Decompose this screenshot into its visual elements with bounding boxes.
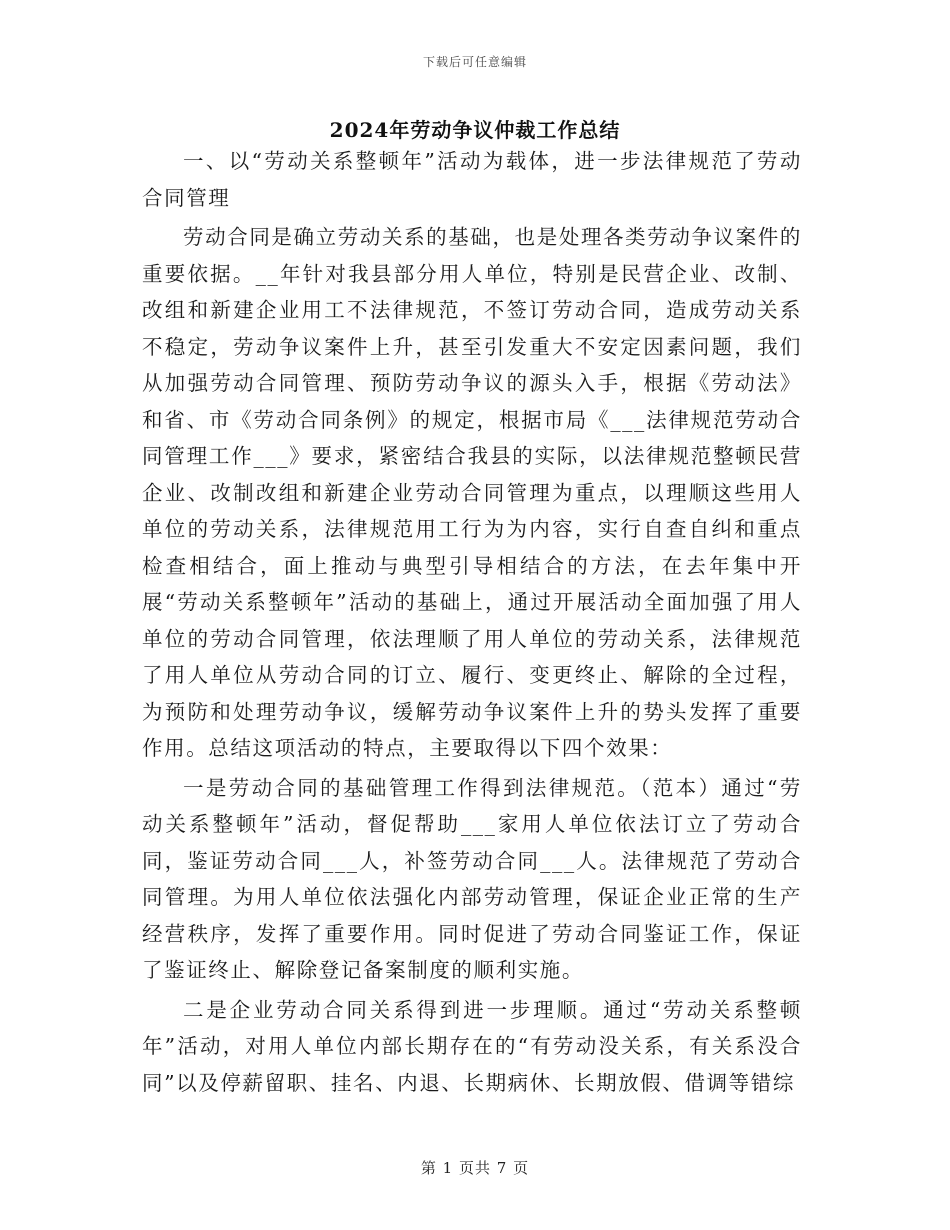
section-heading-paragraph: 一、以“劳动关系整顿年”活动为载体，进一步法律规范了劳动合同管理 (142, 149, 802, 210)
document-title: 2024年劳动争议仲裁工作总结 (329, 118, 621, 142)
body-paragraph: 劳动合同是确立劳动关系的基础，也是处理各类劳动争议案件的重要依据。__年针对我县部分用人单位，特别是民营企业、改制、改组和新建企业用工不法律规范，不签订劳动合同，造成劳动关系不稳定，劳动争议案件上升，甚至引发重大不安定因素问题，我们从加强劳动合同管理、预防劳动争议的源头入手，根据《劳动法》和省、市《劳动合同条例》的规定，根据市局《___法律规范劳动合同管理工作___》要求，紧密结合我县的实际，以法律规范整顿民营企业、改制改组和新建企业劳动合同管理为重点，以理顺这些用人单位的劳动关系，法律规范用工行为为内容，实行自查自纠和重点检查相结合，面上推动与典型引导相结合的方法，在去年集中开展“劳动关系整顿年”活动的基础上，通过开展活动全面加强了用人单位的劳动合同管理，依法理顺了用人单位的劳动关系，法律规范了用人单位从劳动合同的订立、履行、变更终止、解除的全过程，为预防和处理劳动争议，缓解劳动争议案件上升的势头发挥了重要作用。总结这项活动的特点，主要取得以下四个效果： (142, 225, 802, 760)
body-paragraph: 一是劳动合同的基础管理工作得到法律规范。（范本）通过“劳动关系整顿年”活动，督促帮助___家用人单位依法订立了劳动合同，鉴证劳动合同___人，补签劳动合同___人。法律规范了劳动合同管理。为用人单位依法强化内部劳动管理，保证企业正常的生产经营秩序，发挥了重要作用。同时促进了劳动合同鉴证工作，保证了鉴证终止、解除登记备案制度的顺利实施。 (142, 775, 802, 982)
body-paragraph: 二是企业劳动合同关系得到进一步理顺。通过“劳动关系整顿年”活动，对用人单位内部长期存在的“有劳动没关系，有关系没合同”以及停薪留职、挂名、内退、长期病休、长期放假、借调等错综 (142, 997, 802, 1095)
page-header-note: 下载后可任意编辑 (422, 55, 527, 69)
page-number: 第 1 页共 7 页 (420, 1159, 530, 1177)
document-body (142, 143, 802, 1101)
